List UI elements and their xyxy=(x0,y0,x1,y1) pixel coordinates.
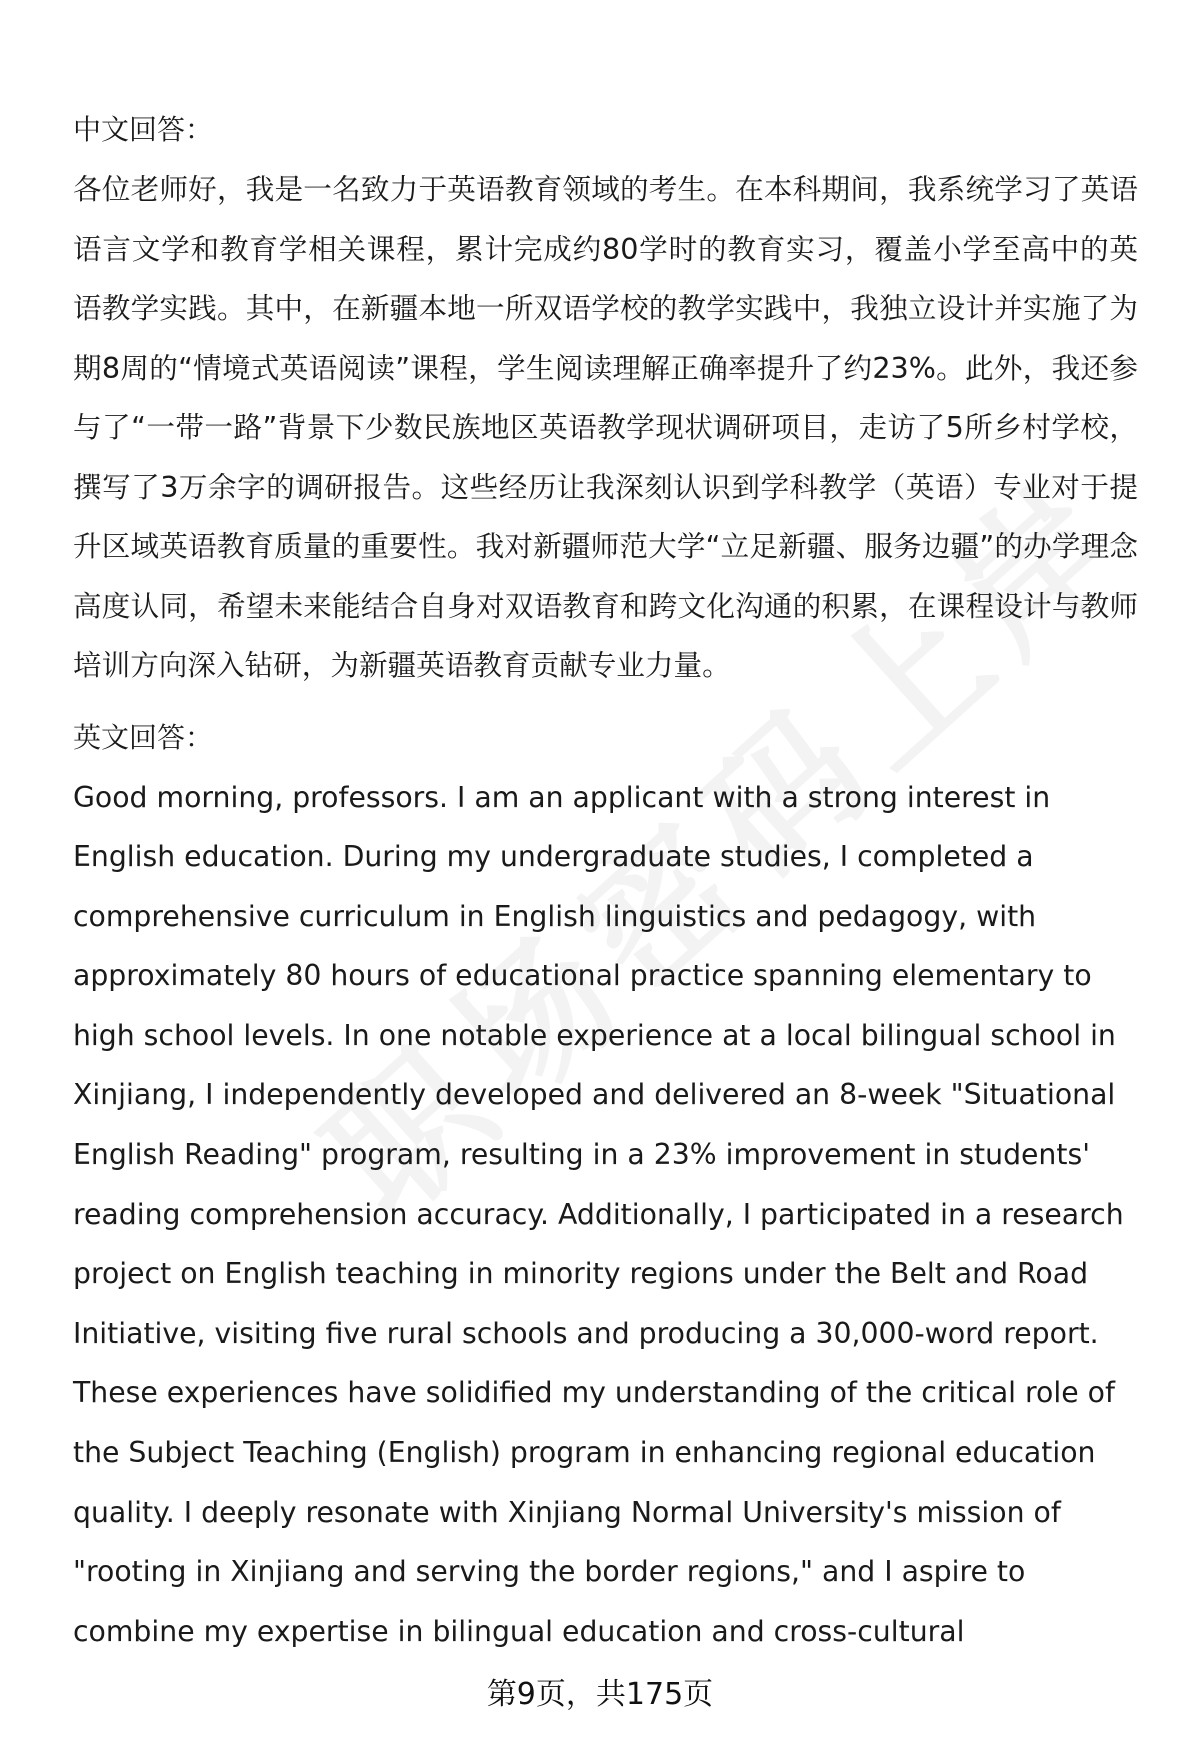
page-number: 第9页，共175页 xyxy=(486,1677,714,1712)
english-section-label: 英文回答： xyxy=(73,720,214,754)
chinese-section xyxy=(73,100,1138,696)
chinese-section-label: 中文回答： xyxy=(73,113,214,146)
english-answer-paragraph: Good morning, professors. I am an applicant with a strong interest in English education. During my undergraduate studies, I completed a comprehensive curriculum in English linguistics and pedagogy, with approximately 80 hours of educational practice spanning elementary to high school levels. In one notable experience at a local bilingual school in Xinjiang, I independently developed and delivered an 8-week "Situational English Reading" program, resulting in a 23% improvement in students' reading comprehension accuracy. Additionally, I participated in a research project on English teaching in minority regions under the Belt and Road Initiative, visiting five rural schools and producing a 30,000-word report. These experiences have solidified my understanding of the critical role of the Subject Teaching (English) program in enhancing regional education quality. I deeply resonate with Xinjiang Normal University's mission of "rooting in Xinjiang and serving the border regions," and I aspire to combine my expertise in bilingual education and cross-cultural xyxy=(73,780,1124,1648)
document-body xyxy=(73,100,1138,1661)
section-spacer xyxy=(73,696,1138,708)
english-section xyxy=(73,708,1138,1662)
chinese-answer-paragraph: 各位老师好，我是一名致力于英语教育领域的考生。在本科期间，我系统学习了英语语言文学和教育学相关课程，累计完成约80学时的教育实习，覆盖小学至高中的英语教学实践。其中，在新疆本地一所双语学校的教学实践中，我独立设计并实施了为期8周的“情境式英语阅读”课程，学生阅读理解正确率提升了约23%。此外，我还参与了“一带一路”背景下少数民族地区英语教学现状调研项目，走访了5所乡村学校，撰写了3万余字的调研报告。这些经历让我深刻认识到学科教学（英语）专业对于提升区域英语教育质量的重要性。我对新疆师范大学“立足新疆、服务边疆”的办学理念高度认同，希望未来能结合自身对双语教育和跨文化沟通的积累，在课程设计与教师培训方向深入钻研，为新疆英语教育贡献专业力量。 xyxy=(73,172,1138,682)
